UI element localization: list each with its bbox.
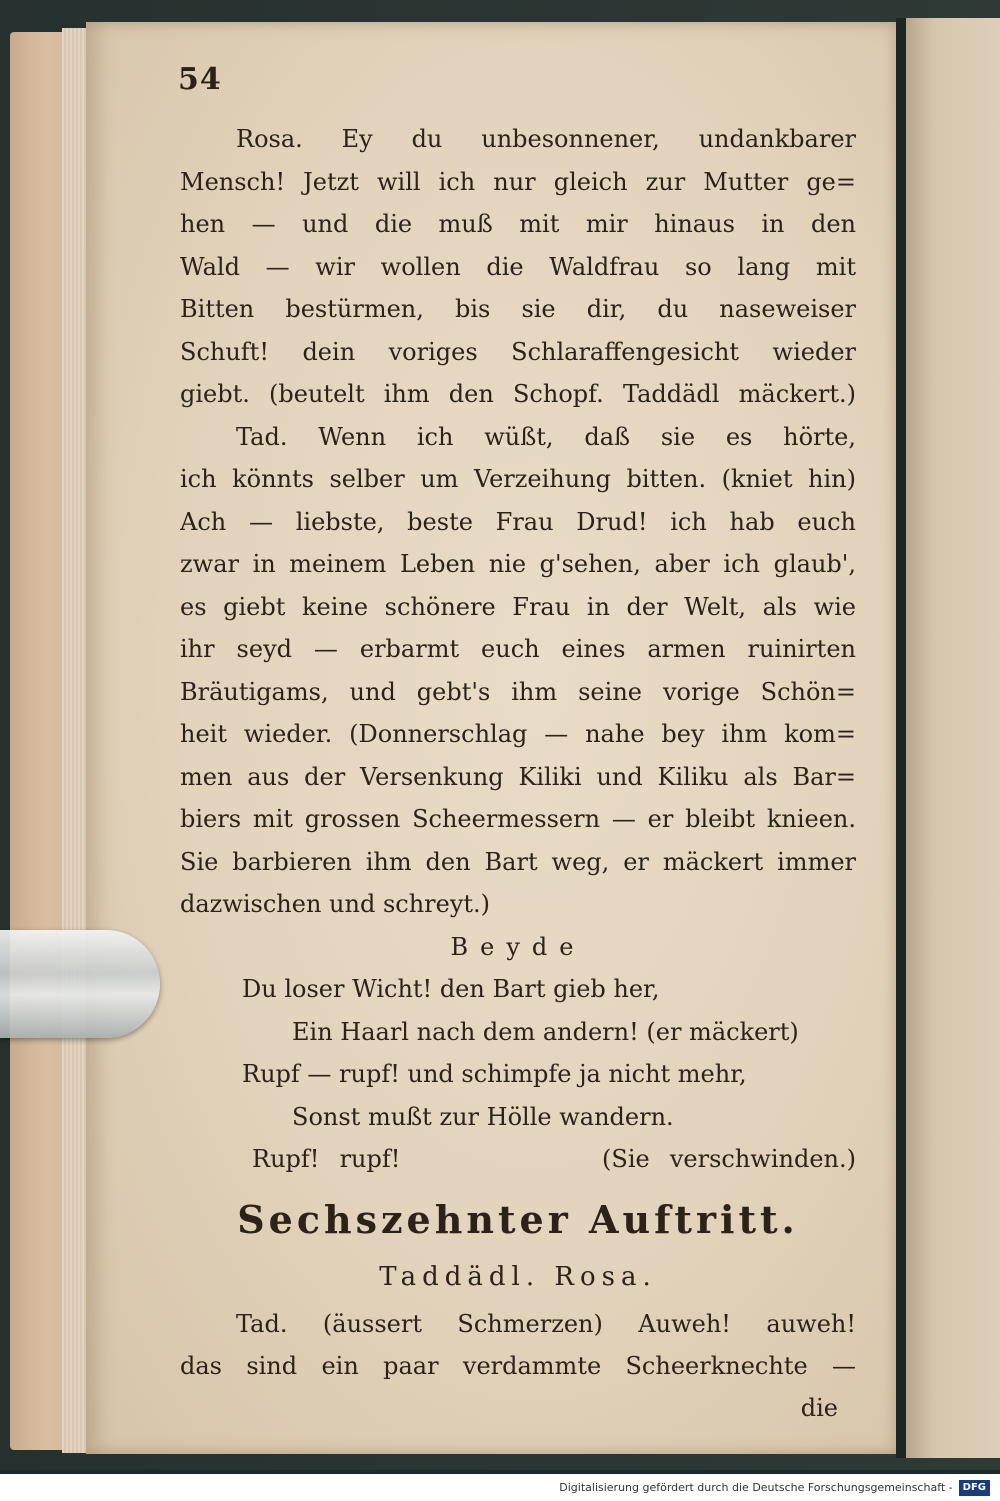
footer-bar <box>0 1474 1000 1501</box>
page-text <box>180 118 856 1428</box>
text-line: men aus der Versenkung Kiliki und Kiliku als Bar= <box>180 762 856 791</box>
catchword: die <box>800 1393 838 1422</box>
facing-page-edge <box>906 18 1000 1458</box>
verse-line: Sonst mußt zur Hölle wandern. <box>292 1102 674 1131</box>
text-line: Bitten bestürmen, bis sie dir, du naseweiser <box>180 295 856 323</box>
text-line: Bräutigams, und gebt's ihm seine vorige Schön= <box>180 677 856 706</box>
text-line: heit wieder. (Donnerschlag — nahe bey ihm kom= <box>180 720 856 748</box>
text-line: Schuft! dein voriges Schlaraffengesicht wieder <box>180 337 856 366</box>
text-line: ich könnts selber um Verzeihung bitten. (kniet hin) <box>180 465 856 493</box>
text-line: Tad. (äussert Schmerzen) Auweh! auweh! <box>236 1309 856 1338</box>
dfg-logo: DFG <box>959 1480 990 1496</box>
speaker-label: Beyde <box>450 932 586 961</box>
verse-line: Ein Haarl nach dem andern! (er mäckert) <box>292 1017 799 1046</box>
text-line: Rosa. Ey du unbesonnener, undankbarer <box>236 125 856 153</box>
text-line: Wald — wir wollen die Waldfrau so lang mit <box>180 252 856 281</box>
scene-heading: Sechszehnter Auftritt. <box>237 1196 799 1242</box>
text-line: ihr seyd — erbarmt euch eines armen ruinirten <box>180 635 856 663</box>
text-line: das sind ein paar verdammte Scheerknechte — <box>180 1352 856 1380</box>
text-line: Mensch! Jetzt will ich nur gleich zur Mutter ge= <box>180 167 856 196</box>
text-line: giebt. (beutelt ihm den Schopf. Taddädl mäckert.) <box>180 380 856 408</box>
text-line: Ach — liebste, beste Frau Drud! ich hab euch <box>180 507 856 536</box>
page-number: 54 <box>178 62 222 97</box>
text-line: hen — und die muß mit mir hinaus in den <box>180 210 856 238</box>
text-line: Sie barbieren ihm den Bart weg, er mäckert immer <box>180 847 856 876</box>
verse-line: Du loser Wicht! den Bart gieb her, <box>242 975 660 1003</box>
footer-text: Digitalisierung gefördert durch die Deutsche Forschungsgemeinschaft - <box>559 1481 953 1494</box>
scene-characters: Taddädl. Rosa. <box>379 1261 657 1292</box>
text-line: biers mit grossen Scheermessern — er bleibt knieen. <box>180 805 856 833</box>
page-holder-clip <box>0 930 160 1038</box>
text-line: dazwischen und schreyt.) <box>180 890 491 918</box>
text-line: zwar in meinem Leben nie g'sehen, aber ich glaub', <box>180 550 856 578</box>
verse-line: Rupf — rupf! und schimpfe ja nicht mehr, <box>242 1060 747 1088</box>
text-line: es giebt keine schönere Frau in der Welt, als wie <box>180 592 856 621</box>
text-line: Tad. Wenn ich wüßt, daß sie es hörte, <box>236 422 856 451</box>
verse-line: Rupf! rupf! (Sie verschwinden.) <box>252 1145 856 1173</box>
